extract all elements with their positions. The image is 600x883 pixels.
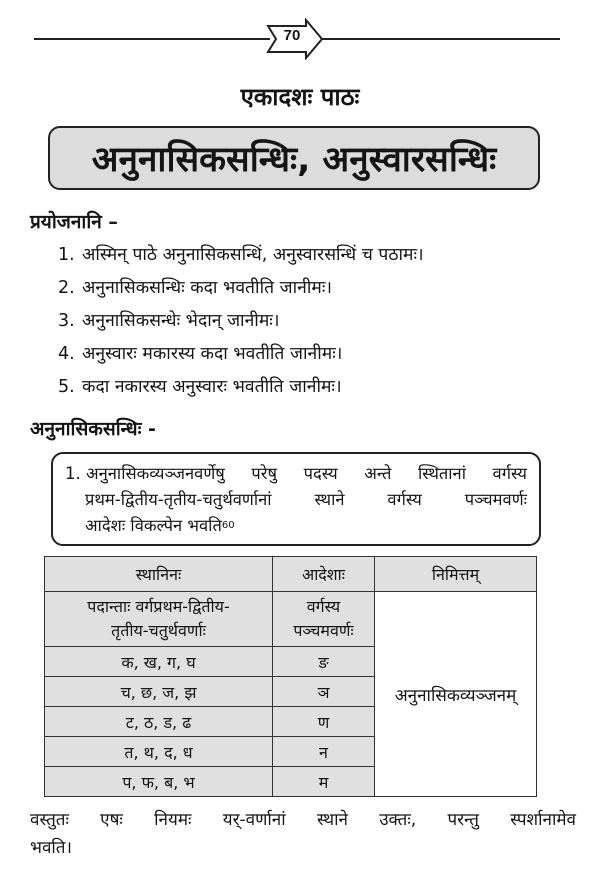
closing-line-1 [30, 806, 576, 834]
objectives-heading: प्रयोजनानि – [30, 211, 118, 233]
rule-word: परेषु [251, 464, 278, 483]
objective-text: कदा नकारस्य अनुस्वारः भवतीति जानीमः। [82, 377, 342, 397]
closing-paragraph [30, 806, 576, 862]
sthanin-cell: च, छ, ज, झ [45, 677, 273, 707]
adesha-cell: म [273, 767, 375, 797]
rule-box [51, 452, 541, 546]
footnote-marker: 60 [221, 520, 235, 531]
objective-text: अनुनासिकसन्धिः कदा भवतीति जानीमः। [82, 278, 333, 298]
column-header: आदेशाः [273, 557, 375, 592]
objective-number: 4. [58, 344, 75, 364]
adesha-cell: ञ [273, 677, 375, 707]
rule-text [65, 461, 225, 487]
closing-word: स्पर्शानामेव [510, 810, 576, 830]
rule-line-2 [65, 487, 527, 513]
objectives-list [58, 242, 578, 407]
rule-word: स्थाने [314, 490, 345, 509]
sthanin-cell: प, फ, ब, भ [45, 767, 273, 797]
closing-word: एषः [100, 810, 123, 830]
closing-word: वस्तुतः [30, 810, 69, 830]
rule-word: पञ्चमवर्णः [464, 490, 527, 509]
sthanin-cell: ट, ठ, ड, ढ [45, 707, 273, 737]
lesson-title: एकादशः पाठः [240, 83, 360, 111]
objective-number: 1. [58, 245, 75, 265]
objective-item [58, 275, 578, 308]
column-header: निमित्तम् [375, 557, 537, 592]
cell-text: वर्गस्य [306, 597, 341, 616]
column-header: स्थानिनः [45, 557, 273, 592]
nimitta-cell: अनुनासिकव्यञ्जनम् [375, 592, 537, 797]
objective-item [58, 374, 578, 407]
closing-word: यर्-वर्णानां [222, 810, 286, 830]
objective-text: अस्मिन् पाठे अनुनासिकसन्धिं, अनुस्वारसन्धिं च पठामः। [82, 245, 424, 265]
closing-word: उक्तः, [379, 810, 417, 830]
rule-number: 1. [65, 464, 81, 483]
objective-item [58, 242, 578, 275]
header-rule-right [322, 38, 560, 40]
page-number: 70 [283, 27, 301, 44]
sthanin-cell: क, ख, ग, घ [45, 647, 273, 677]
rule-word: प्रथम-द्वितीय-तृतीय-चतुर्थवर्णानां [85, 490, 272, 509]
adesha-cell: ङ [273, 647, 375, 677]
main-title: अनुनासिकसन्धिः, अनुस्वारसन्धिः [91, 139, 497, 180]
rule-word: अनुनासिकव्यञ्जनवर्णेषु [86, 464, 225, 483]
adesha-cell [273, 592, 375, 647]
objective-text: अनुनासिकसन्धेः भेदान् जानीमः। [82, 311, 280, 331]
closing-word: परन्तु [447, 810, 479, 830]
objective-item [58, 308, 578, 341]
objective-item [58, 341, 578, 374]
sandhi-table [44, 556, 537, 797]
rule-word: वर्गस्य [387, 490, 422, 509]
rule-word: अन्ते [364, 464, 392, 483]
closing-line-2: भवति। [30, 838, 72, 858]
adesha-cell: न [273, 737, 375, 767]
adesha-cell: ण [273, 707, 375, 737]
rule-word: स्थितानां [417, 464, 466, 483]
table-row [45, 592, 537, 647]
rule-word: वर्गस्य [492, 464, 527, 483]
objective-number: 3. [58, 311, 75, 331]
cell-text: पञ्चमवर्णः [293, 621, 354, 640]
cell-text: तृतीय-चतुर्थवर्णाः [111, 621, 206, 640]
cell-text: पदान्ताः वर्गप्रथम-द्वितीय- [87, 597, 230, 616]
rule-line-1 [65, 461, 527, 487]
rule-word: पदस्य [303, 464, 338, 483]
page-header [34, 18, 560, 60]
closing-word: नियमः [154, 810, 192, 830]
main-title-box [48, 126, 540, 190]
sthanin-cell [45, 592, 273, 647]
section-heading: अनुनासिकसन्धिः - [30, 418, 156, 440]
rule-text: आदेशः विकल्पेन भवति [85, 516, 222, 535]
rule-line-3 [65, 513, 527, 539]
table-header-row [45, 557, 537, 592]
header-rule-left [34, 38, 270, 40]
objective-number: 5. [58, 377, 75, 397]
objective-text: अनुस्वारः मकारस्य कदा भवतीति जानीमः। [82, 344, 343, 364]
sthanin-cell: त, थ, द, ध [45, 737, 273, 767]
closing-word: स्थाने [316, 810, 348, 830]
objective-number: 2. [58, 278, 75, 298]
